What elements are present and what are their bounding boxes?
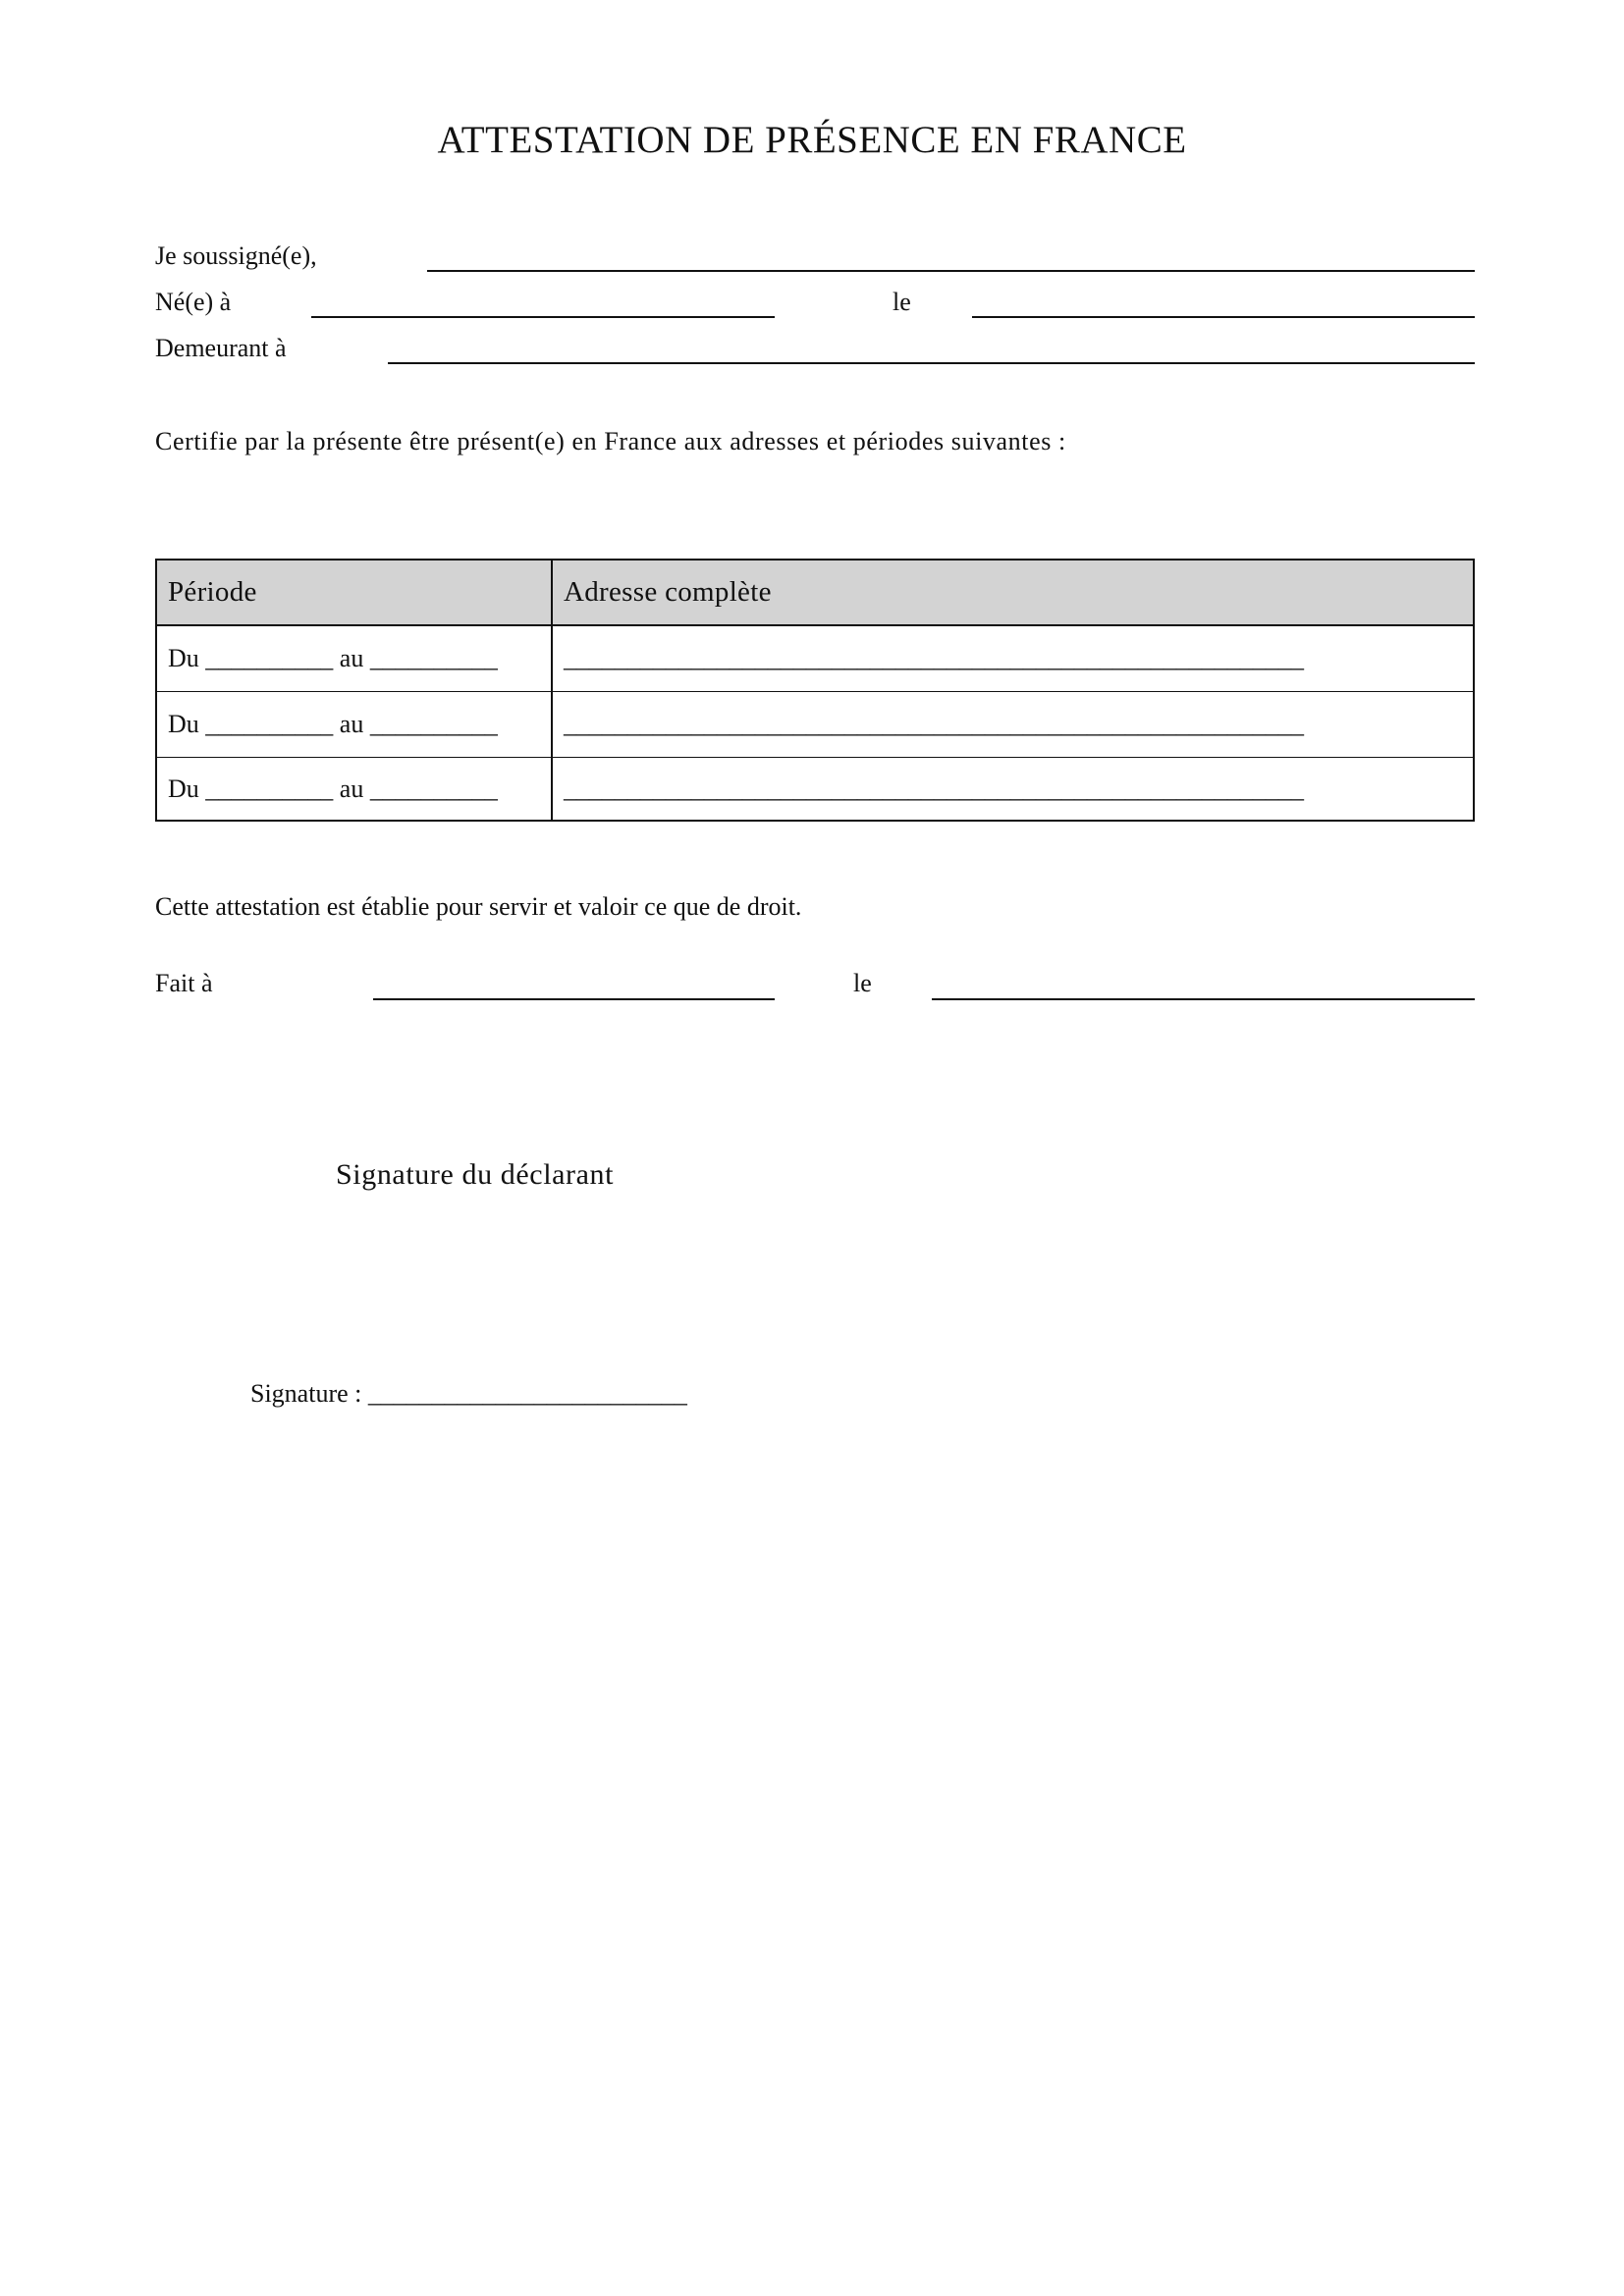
table-cell-adresse[interactable]: __________________________________________________________ (553, 692, 1473, 758)
signature-line[interactable]: Signature : _________________________ (250, 1379, 687, 1408)
signature-heading: Signature du déclarant (336, 1158, 615, 1191)
table-header-periode: Période (157, 561, 553, 626)
table-cell-periode[interactable]: Du __________ au __________ (157, 626, 553, 692)
table-cell-periode[interactable]: Du __________ au __________ (157, 692, 553, 758)
table-cell-periode[interactable]: Du __________ au __________ (157, 758, 553, 820)
table-cell-adresse[interactable]: __________________________________________________________ (553, 626, 1473, 692)
fait-a-label: Fait à (155, 969, 213, 997)
birthdate-field-line[interactable] (972, 316, 1475, 318)
soussigne-label: Je soussigné(e), (155, 241, 317, 270)
table-cell-adresse[interactable]: __________________________________________________________ (564, 774, 1304, 803)
birthplace-field-line[interactable] (311, 316, 775, 318)
address-label: Demeurant à (155, 334, 287, 362)
closing-statement: Cette attestation est établie pour servir et valoir ce que de droit. (155, 892, 802, 921)
birthplace-label: Né(e) à (155, 288, 232, 316)
table-header-adresse: Adresse complète (553, 561, 1473, 626)
document-title: ATTESTATION DE PRÉSENCE EN FRANCE (437, 119, 1187, 161)
presence-table (155, 559, 1475, 822)
name-field-line[interactable] (427, 270, 1475, 272)
certify-statement: Certifie par la présente être présent(e) en France aux adresses et périodes suivantes : (155, 427, 1066, 455)
birthdate-label: le (893, 288, 911, 316)
fait-date-label: le (853, 969, 872, 997)
fait-date-field-line[interactable] (932, 998, 1475, 1000)
fait-a-field-line[interactable] (373, 998, 775, 1000)
address-field-line[interactable] (388, 362, 1475, 364)
